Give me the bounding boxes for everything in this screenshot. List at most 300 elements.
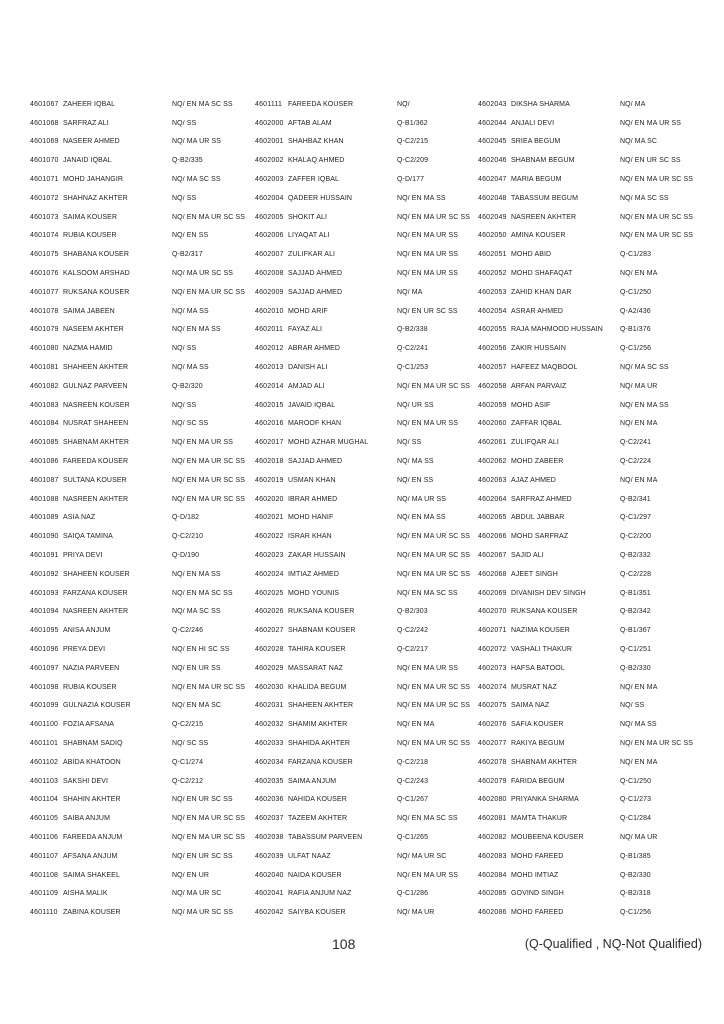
- table-row: [30, 621, 255, 640]
- table-row: [255, 903, 478, 922]
- result-status: NQ/ EN MA SS: [172, 570, 221, 578]
- candidate-name: RUKSANA KOUSER: [288, 608, 355, 616]
- candidate-roll-number: 4602043: [478, 100, 507, 108]
- candidate-roll-number: 4602058: [478, 382, 507, 390]
- candidate-roll-number: 4601089: [30, 514, 59, 522]
- candidate-roll-number: 4602084: [478, 871, 507, 879]
- result-status: NQ/ EN MA: [397, 721, 435, 729]
- candidate-roll-number: 4602083: [478, 852, 507, 860]
- candidate-roll-number: 4602032: [255, 721, 284, 729]
- candidate-name: SARFRAZ AHMED: [511, 495, 572, 503]
- candidate-name: MARIA BEGUM: [511, 176, 562, 184]
- candidate-name: SHAHEEN KOUSER: [63, 570, 130, 578]
- table-row: [255, 490, 478, 509]
- result-status: NQ/ EN MA: [620, 758, 658, 766]
- table-row: [30, 133, 255, 152]
- candidate-name: SAIYBA KOUSER: [288, 909, 346, 917]
- result-status: NQ/ EN MA SC SS: [397, 815, 458, 823]
- result-status: Q-C2/243: [397, 777, 429, 785]
- table-row: [255, 114, 478, 133]
- table-row: [478, 884, 705, 903]
- table-row: [478, 565, 705, 584]
- table-row: [255, 283, 478, 302]
- table-row: [30, 603, 255, 622]
- candidate-roll-number: 4602054: [478, 307, 507, 315]
- candidate-name: AISHA MALIK: [63, 890, 108, 898]
- candidate-name: MOHD ZABEER: [511, 458, 564, 466]
- table-row: [255, 527, 478, 546]
- result-status: Q-B2/320: [172, 382, 203, 390]
- candidate-roll-number: 4601075: [30, 251, 59, 259]
- table-row: [30, 828, 255, 847]
- candidate-name: NAZIMA KOUSER: [511, 627, 570, 635]
- table-row: [255, 302, 478, 321]
- candidate-roll-number: 4601086: [30, 458, 59, 466]
- table-row: [255, 621, 478, 640]
- candidate-name: DANISH ALI: [288, 364, 328, 372]
- table-row: [255, 546, 478, 565]
- table-row: [30, 321, 255, 340]
- candidate-name: SHABNAM SADIQ: [63, 739, 123, 747]
- candidate-name: IMTIAZ AHMED: [288, 570, 339, 578]
- candidate-name: SHAHEEN AKHTER: [288, 702, 354, 710]
- result-status: NQ/ SC SS: [172, 739, 209, 747]
- candidate-name: NAHIDA KOUSER: [288, 796, 347, 804]
- table-row: [255, 772, 478, 791]
- result-status: Q-C2/217: [397, 646, 429, 653]
- table-row: [478, 715, 705, 734]
- candidate-name: PREYA DEVI: [63, 646, 106, 653]
- table-row: [478, 621, 705, 640]
- table-row: [30, 396, 255, 415]
- table-row: [255, 659, 478, 678]
- candidate-name: SRIEA BEGUM: [511, 138, 561, 146]
- candidate-roll-number: 4602018: [255, 458, 284, 466]
- table-row: [478, 903, 705, 922]
- result-status: Q-B1/362: [397, 119, 428, 127]
- result-status: NQ/ EN MA UR SS: [397, 251, 459, 259]
- candidate-roll-number: 4601085: [30, 439, 59, 447]
- result-status: Q-C2/212: [172, 777, 204, 785]
- candidate-roll-number: 4601104: [30, 796, 59, 804]
- candidate-name: SAIBA ANJUM: [63, 815, 111, 823]
- result-status: NQ/ MA SC SS: [620, 194, 669, 202]
- candidate-name: FAREEDA KOUSER: [288, 100, 354, 108]
- candidate-roll-number: 4602007: [255, 251, 284, 259]
- candidate-name: SHABANA KOUSER: [63, 251, 129, 259]
- candidate-name: SAIMA ANJUM: [288, 777, 337, 785]
- table-row: [478, 809, 705, 828]
- table-row: [255, 227, 478, 246]
- table-row: [478, 377, 705, 396]
- candidate-name: SHABNAM AKHTER: [63, 439, 129, 447]
- table-row: [478, 828, 705, 847]
- candidate-roll-number: 4602063: [478, 476, 507, 484]
- candidate-roll-number: 4602025: [255, 589, 284, 597]
- table-row: [255, 678, 478, 697]
- result-status: NQ/ EN MA UR SC SS: [397, 213, 470, 221]
- candidate-roll-number: 4602064: [478, 495, 507, 503]
- table-row: [30, 509, 255, 528]
- result-status: NQ/ MA UR: [397, 909, 435, 917]
- candidate-name: ISRAR KHAN: [288, 533, 332, 541]
- candidate-name: TAHIRA KOUSER: [288, 646, 346, 653]
- result-status: NQ/ EN MA SC SS: [397, 589, 458, 597]
- table-row: [30, 245, 255, 264]
- result-status: NQ/ EN MA UR SC SS: [172, 683, 245, 691]
- result-status: NQ/ MA UR SC SS: [172, 270, 234, 278]
- candidate-roll-number: 4602026: [255, 608, 284, 616]
- candidate-roll-number: 4601108: [30, 871, 59, 879]
- result-status: Q-C1/253: [397, 364, 429, 372]
- result-status: Q-C2/242: [397, 627, 429, 635]
- candidate-name: VASHALI THAKUR: [511, 646, 573, 653]
- result-status: Q-C1/274: [172, 758, 204, 766]
- candidate-roll-number: 4601106: [30, 833, 59, 841]
- candidate-roll-number: 4602012: [255, 345, 284, 353]
- table-row: [30, 377, 255, 396]
- candidate-roll-number: 4602036: [255, 796, 284, 804]
- candidate-roll-number: 4602033: [255, 739, 284, 747]
- result-status: Q-C2/224: [620, 458, 652, 466]
- table-row: [478, 133, 705, 152]
- candidate-name: SAIMA NAZ: [511, 702, 550, 710]
- candidate-roll-number: 4601092: [30, 570, 59, 578]
- candidate-roll-number: 4602004: [255, 194, 284, 202]
- candidate-roll-number: 4602031: [255, 702, 284, 710]
- table-row: [255, 264, 478, 283]
- result-status: NQ/ MA: [397, 288, 423, 296]
- candidate-name: ZAKAR HUSSAIN: [288, 552, 346, 560]
- candidate-name: MAMTA THAKUR: [511, 815, 568, 823]
- candidate-roll-number: 4602052: [478, 270, 507, 278]
- table-row: [255, 433, 478, 452]
- candidate-name: SAIMA JABEEN: [63, 307, 115, 315]
- candidate-name: RAJA MAHMOOD HUSSAIN: [511, 326, 603, 334]
- result-status: NQ/ MA SS: [620, 721, 657, 729]
- result-status: Q-B2/342: [620, 608, 651, 616]
- result-status: NQ/ EN MA UR SC SS: [172, 495, 245, 503]
- candidate-name: USMAN KHAN: [288, 476, 336, 484]
- candidate-roll-number: 4602068: [478, 570, 507, 578]
- table-row: [478, 546, 705, 565]
- result-status: NQ/ MA UR SS: [172, 138, 222, 146]
- result-status: Q-C1/265: [397, 833, 429, 841]
- result-status: NQ/ EN UR SC SS: [172, 796, 233, 804]
- candidate-roll-number: 4602047: [478, 176, 507, 184]
- table-row: [478, 603, 705, 622]
- candidate-roll-number: 4602049: [478, 213, 507, 221]
- table-row: [30, 697, 255, 716]
- candidate-name: DIVANISH DEV SINGH: [511, 589, 586, 597]
- table-row: [30, 358, 255, 377]
- candidate-roll-number: 4602072: [478, 646, 507, 653]
- table-row: [30, 302, 255, 321]
- candidate-roll-number: 4601080: [30, 345, 59, 353]
- table-row: [478, 509, 705, 528]
- candidate-name: JANAID IQBAL: [63, 157, 112, 165]
- table-row: [478, 339, 705, 358]
- candidate-roll-number: 4602061: [478, 439, 507, 447]
- candidate-name: NASREEN KOUSER: [63, 401, 130, 409]
- result-status: NQ/ MA SS: [397, 458, 434, 466]
- candidate-name: MOHD FAREED: [511, 909, 564, 917]
- result-status: Q-C1/267: [397, 796, 429, 804]
- table-row: [30, 659, 255, 678]
- table-row: [478, 245, 705, 264]
- candidate-name: LIYAQAT ALI: [288, 232, 330, 240]
- candidate-name: AFTAB ALAM: [288, 119, 332, 127]
- result-status: Q-C1/250: [620, 288, 652, 296]
- result-status: Q-C1/273: [620, 796, 652, 804]
- table-row: [255, 884, 478, 903]
- table-row: [30, 170, 255, 189]
- candidate-name: RUKSANA KOUSER: [511, 608, 578, 616]
- result-status: Q-C2/210: [172, 533, 204, 541]
- candidate-name: SHAHIDA AKHTER: [288, 739, 351, 747]
- candidate-name: MASSARAT NAZ: [288, 664, 344, 672]
- result-status: NQ/ EN MA SS: [620, 401, 669, 409]
- result-status: Q-A2/436: [620, 307, 651, 315]
- candidate-roll-number: 4602065: [478, 514, 507, 522]
- result-status: NQ/ EN SS: [397, 476, 434, 484]
- result-status: NQ/ MA UR SC SS: [172, 909, 234, 917]
- candidate-roll-number: 4602001: [255, 138, 284, 146]
- candidate-roll-number: 4602037: [255, 815, 284, 823]
- candidate-roll-number: 4601099: [30, 702, 59, 710]
- result-status: NQ/ EN MA UR SC SS: [620, 176, 693, 184]
- candidate-name: ZABINA KOUSER: [63, 909, 121, 917]
- result-status: NQ/ MA SS: [172, 364, 209, 372]
- candidate-roll-number: 4602081: [478, 815, 507, 823]
- table-row: [478, 321, 705, 340]
- table-row: [30, 903, 255, 922]
- candidate-roll-number: 4602048: [478, 194, 507, 202]
- candidate-roll-number: 4602020: [255, 495, 284, 503]
- candidate-name: SAKSHI DEVI: [63, 777, 109, 785]
- result-status: NQ/ EN MA SS: [397, 514, 446, 522]
- candidate-roll-number: 4602062: [478, 458, 507, 466]
- result-status: Q-C1/256: [620, 909, 652, 917]
- candidate-roll-number: 4601105: [30, 815, 59, 823]
- candidate-roll-number: 4601111: [255, 100, 283, 108]
- table-row: [478, 772, 705, 791]
- qualification-legend: (Q-Qualified , NQ-Not Qualified): [524, 937, 702, 951]
- candidate-name: ANJALI DEVI: [511, 119, 555, 127]
- table-row: [30, 114, 255, 133]
- candidate-roll-number: 4601074: [30, 232, 59, 240]
- candidate-roll-number: 4602010: [255, 307, 284, 315]
- candidate-roll-number: 4602067: [478, 552, 507, 560]
- result-status: NQ/ EN MA UR SS: [172, 439, 234, 447]
- candidate-roll-number: 4602041: [255, 890, 284, 898]
- table-row: [30, 640, 255, 659]
- table-row: [255, 471, 478, 490]
- candidate-roll-number: 4601070: [30, 157, 59, 165]
- table-row: [255, 790, 478, 809]
- result-status: NQ/ MA UR SS: [397, 495, 447, 503]
- result-status: Q-C1/251: [620, 646, 652, 653]
- table-row: [478, 847, 705, 866]
- table-row: [30, 584, 255, 603]
- candidate-name: NAZIA PARVEEN: [63, 664, 120, 672]
- candidate-roll-number: 4601110: [30, 909, 58, 917]
- result-status: NQ/ EN MA UR SC SS: [397, 382, 470, 390]
- candidate-name: NASEEM AKHTER: [63, 326, 124, 334]
- candidate-roll-number: 4601067: [30, 100, 59, 108]
- table-row: [255, 377, 478, 396]
- result-status: NQ/ SS: [172, 119, 197, 127]
- result-status: NQ/ EN HI SC SS: [172, 646, 230, 653]
- result-status: NQ/ EN UR SC SS: [397, 307, 458, 315]
- candidate-name: AFSANA ANJUM: [63, 852, 118, 860]
- table-row: [30, 546, 255, 565]
- candidate-roll-number: 4602079: [478, 777, 507, 785]
- result-status: Q-C2/209: [397, 157, 429, 165]
- candidate-roll-number: 4601107: [30, 852, 59, 860]
- candidate-roll-number: 4602060: [478, 420, 507, 428]
- candidate-roll-number: 4601102: [30, 758, 59, 766]
- result-status: NQ/: [397, 100, 410, 108]
- table-row: [478, 95, 705, 114]
- candidate-roll-number: 4601109: [30, 890, 59, 898]
- candidate-roll-number: 4601069: [30, 138, 59, 146]
- candidate-roll-number: 4602069: [478, 589, 507, 597]
- candidate-name: NASREEN AKHTER: [511, 213, 577, 221]
- candidate-roll-number: 4601068: [30, 119, 59, 127]
- candidate-name: KALSOOM ARSHAD: [63, 270, 130, 278]
- table-row: [30, 208, 255, 227]
- table-row: [478, 697, 705, 716]
- candidate-roll-number: 4602035: [255, 777, 284, 785]
- result-status: Q-C2/246: [172, 627, 204, 635]
- result-status: NQ/ SC SS: [172, 420, 209, 428]
- results-table: [30, 95, 705, 922]
- candidate-roll-number: 4602074: [478, 683, 507, 691]
- candidate-roll-number: 4602028: [255, 646, 284, 653]
- candidate-roll-number: 4602000: [255, 119, 284, 127]
- result-status: NQ/ EN MA SC: [172, 702, 222, 710]
- candidate-name: SHABNAM AKHTER: [511, 758, 577, 766]
- candidate-name: NAIDA KOUSER: [288, 871, 342, 879]
- candidate-roll-number: 4602034: [255, 758, 284, 766]
- candidate-name: FAREEDA KOUSER: [63, 458, 129, 466]
- table-row: [30, 227, 255, 246]
- result-status: Q-B1/367: [620, 627, 651, 635]
- candidate-roll-number: 4601087: [30, 476, 59, 484]
- table-row: [30, 734, 255, 753]
- candidate-roll-number: 4602076: [478, 721, 507, 729]
- result-status: Q-C1/297: [620, 514, 652, 522]
- candidate-roll-number: 4602022: [255, 533, 284, 541]
- candidate-roll-number: 4601103: [30, 777, 59, 785]
- candidate-name: RUBIA KOUSER: [63, 683, 117, 691]
- table-row: [478, 415, 705, 434]
- candidate-roll-number: 4601093: [30, 589, 59, 597]
- candidate-name: TABASSUM BEGUM: [511, 194, 579, 202]
- result-status: NQ/ MA SC SS: [172, 608, 221, 616]
- candidate-name: NASREEN AKHTER: [63, 495, 129, 503]
- candidate-name: MOHD YOUNIS: [288, 589, 340, 597]
- result-status: NQ/ EN MA UR SC SS: [397, 702, 470, 710]
- result-status: NQ/ EN MA UR SC SS: [172, 815, 245, 823]
- result-status: Q-B1/376: [620, 326, 651, 334]
- candidate-roll-number: 4601082: [30, 382, 59, 390]
- candidate-name: MOHD FAREED: [511, 852, 564, 860]
- candidate-roll-number: 4602039: [255, 852, 284, 860]
- results-column-2: [255, 95, 478, 922]
- candidate-name: MOHD JAHANGIR: [63, 176, 124, 184]
- candidate-roll-number: 4602014: [255, 382, 284, 390]
- result-status: NQ/ EN MA: [620, 683, 658, 691]
- table-row: [255, 753, 478, 772]
- candidate-name: SAJJAD AHMED: [288, 288, 343, 296]
- result-status: Q-B2/332: [620, 552, 651, 560]
- candidate-name: FARZANA KOUSER: [288, 758, 353, 766]
- result-status: Q-C1/256: [620, 345, 652, 353]
- candidate-roll-number: 4602071: [478, 627, 507, 635]
- result-status: Q-B2/335: [172, 157, 203, 165]
- result-status: NQ/ EN MA UR SC SS: [397, 533, 470, 541]
- result-status: Q-D/190: [172, 552, 200, 560]
- result-status: NQ/ EN MA UR SC SS: [620, 213, 693, 221]
- result-status: NQ/ EN MA UR SS: [397, 232, 459, 240]
- candidate-roll-number: 4602059: [478, 401, 507, 409]
- candidate-name: SAIQA TAMINA: [63, 533, 113, 541]
- candidate-name: ZULIFQAR ALI: [511, 439, 559, 447]
- candidate-name: MUSRAT NAZ: [511, 683, 557, 691]
- result-status: NQ/ EN MA UR SC SS: [620, 739, 693, 747]
- result-status: Q-C1/283: [620, 251, 652, 259]
- candidate-roll-number: 4602040: [255, 871, 284, 879]
- result-status: Q-B2/330: [620, 871, 651, 879]
- candidate-name: ANISA ANJUM: [63, 627, 111, 635]
- result-status: Q-C2/200: [620, 533, 652, 541]
- candidate-roll-number: 4602011: [255, 326, 284, 334]
- candidate-name: AJAZ AHMED: [511, 476, 556, 484]
- table-row: [478, 358, 705, 377]
- table-row: [478, 264, 705, 283]
- table-row: [255, 208, 478, 227]
- candidate-roll-number: 4602013: [255, 364, 284, 372]
- candidate-roll-number: 4602055: [478, 326, 507, 334]
- candidate-name: MOHD SARFRAZ: [511, 533, 569, 541]
- candidate-name: SAIMA SHAKEEL: [63, 871, 120, 879]
- candidate-roll-number: 4602086: [478, 909, 507, 917]
- result-status: NQ/ EN MA UR SC SS: [172, 458, 245, 466]
- candidate-name: IBRAR AHMED: [288, 495, 338, 503]
- candidate-roll-number: 4601094: [30, 608, 59, 616]
- table-row: [255, 603, 478, 622]
- table-row: [255, 565, 478, 584]
- result-status: NQ/ EN MA: [620, 420, 658, 428]
- candidate-name: JAVAID IQBAL: [288, 401, 336, 409]
- result-status: NQ/ EN MA SC SS: [172, 100, 233, 108]
- candidate-name: MOHD HANIF: [288, 514, 334, 522]
- table-row: [478, 452, 705, 471]
- table-row: [255, 509, 478, 528]
- candidate-roll-number: 4602078: [478, 758, 507, 766]
- result-status: NQ/ EN MA SS: [172, 326, 221, 334]
- candidate-name: SAJID ALI: [511, 552, 544, 560]
- candidate-name: AMINA KOUSER: [511, 232, 566, 240]
- candidate-roll-number: 4602023: [255, 552, 284, 560]
- candidate-roll-number: 4601081: [30, 364, 59, 372]
- table-row: [255, 95, 478, 114]
- candidate-name: SAFIA KOUSER: [511, 721, 564, 729]
- candidate-name: FOZIA AFSANA: [63, 721, 114, 729]
- table-row: [478, 208, 705, 227]
